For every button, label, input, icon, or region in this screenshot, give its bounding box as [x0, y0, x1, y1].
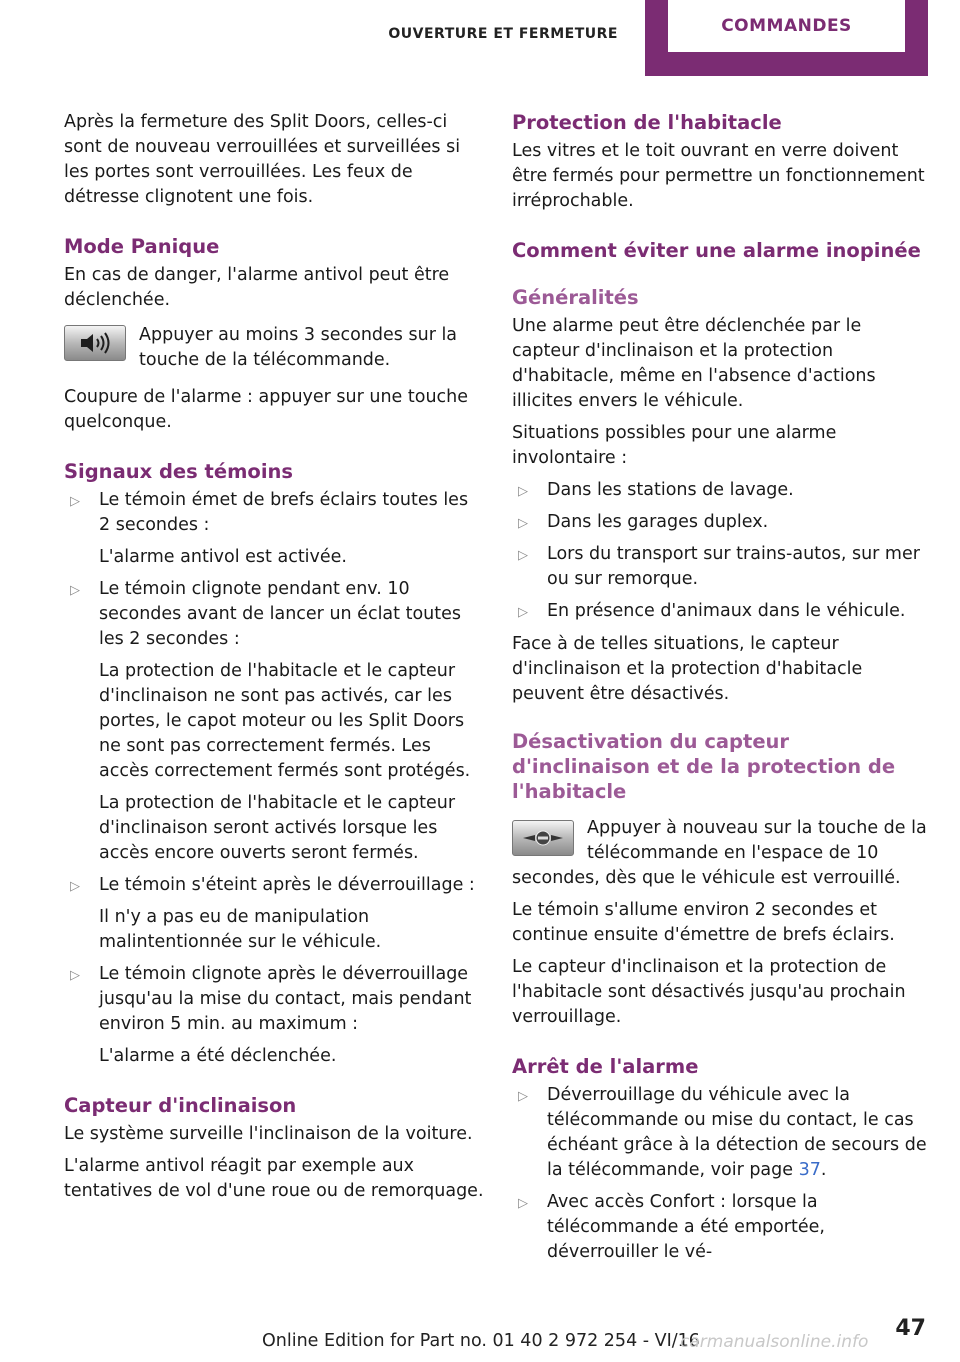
signals-list [64, 488, 484, 1069]
bullet-triangle-icon: ▷ [518, 1196, 528, 1211]
bullet-triangle-icon: ▷ [70, 968, 80, 983]
header-section-title: OUVERTURE ET FERMETURE [388, 26, 618, 42]
bullet-triangle-icon: ▷ [70, 494, 80, 509]
list-item [64, 488, 484, 570]
mini-logo-icon [512, 820, 574, 856]
tilt-sensor-heading: Capteur d'inclinaison [64, 1094, 297, 1117]
bullet-triangle-icon: ▷ [518, 605, 528, 620]
list-item [64, 873, 484, 955]
bullet-triangle-icon: ▷ [518, 516, 528, 531]
watermark: carmanualsonline.info [680, 1332, 869, 1352]
deactivation-instruction [512, 816, 930, 891]
intro-text: Après la fermeture des Split Doors, celles-ci sont de nouveau verrouillées et surveillées si les portes sont verrouillées. Les feux de détresse clignotent une fois. [64, 112, 461, 207]
signal-text: Le témoin émet de brefs éclairs toutes les 2 secondes : [99, 490, 469, 535]
panic-instruction [64, 323, 484, 373]
general-text: Une alarme peut être déclenchée par le capteur d'inclinaison et la protection d'habitacle, même en l'absence d'actions illicites envers le véhicule. [512, 316, 876, 411]
panic-instruction-text: Appuyer au moins 3 secondes sur la touche de la télécommande. [139, 325, 458, 370]
bullet-triangle-icon: ▷ [518, 1089, 528, 1104]
list-item: ▷ Dans les stations de lavage. [512, 478, 930, 503]
list-item: ▷ Avec accès Confort : lorsque la télécommande a été emportée, déverrouiller le vé- [518, 1192, 825, 1262]
header-tab-label: COMMANDES [668, 0, 905, 52]
speaker-sound-icon [64, 325, 126, 361]
stop-alarm-heading: Arrêt de l'alarme [512, 1055, 699, 1078]
interior-protection-heading: Protection de l'habitacle [512, 111, 782, 134]
deactivation-instruction-text: Appuyer à nouveau sur la touche de la télécommande en l'espace de 10 secondes, dès que le véhicule est verrouillé. [512, 818, 927, 888]
signal-text: Le témoin clignote pendant env. 10 secondes avant de lancer un éclat toutes les 2 secondes : [99, 579, 461, 649]
footer-edition: Online Edition for Part no. 01 40 2 972 254 - VI/16 [262, 1331, 700, 1351]
list-item [64, 962, 484, 1069]
situations-list [512, 478, 930, 624]
right-column [512, 110, 930, 1273]
list-item: ▷ En présence d'animaux dans le véhicule. [512, 599, 930, 624]
panic-cancel-text: Coupure de l'alarme : appuyer sur une touche quelconque. [64, 387, 469, 432]
list-item: ▷ Déverrouillage du véhicule avec la télécommande ou mise du contact, le cas échéant grâce à la détection de secours de la télécommande, voir page 37. [518, 1085, 927, 1180]
bullet-triangle-icon: ▷ [518, 548, 528, 563]
signal-note: L'alarme a été déclenchée. [99, 1046, 337, 1066]
bullet-triangle-icon: ▷ [518, 484, 528, 499]
signal-note: La protection de l'habitacle et le capteur d'inclinaison ne sont pas activés, car les portes, le capot moteur ou les Split Doors ne sont pas correctement fermés. Les accès correctement fermés sont protégés. [99, 661, 471, 781]
deactivation-heading: Désactivation du capteur d'inclinaison et de la protection de l'habitacle [512, 730, 896, 803]
stop-alarm-list [512, 1083, 930, 1265]
panic-mode-text: En cas de danger, l'alarme antivol peut être déclenchée. [64, 265, 450, 310]
bullet-triangle-icon: ▷ [70, 583, 80, 598]
list-item: ▷ Lors du transport sur trains-autos, sur mer ou sur remorque. [518, 544, 920, 589]
page-number: 47 [895, 1316, 926, 1341]
signal-note: Il n'y a pas eu de manipulation malintentionnée sur le véhicule. [99, 907, 382, 952]
signal-text: Le témoin s'éteint après le déverrouillage : [99, 875, 475, 895]
list-item [64, 577, 484, 866]
panic-mode-heading: Mode Panique [64, 235, 220, 258]
bullet-triangle-icon: ▷ [70, 879, 80, 894]
signal-text: Le témoin clignote après le déverrouillage jusqu'au la mise du contact, mais pendant environ 5 min. au maximum : [99, 964, 472, 1034]
situations-outro: Face à de telles situations, le capteur d'inclinaison et la protection d'habitacle peuvent être désactivés. [512, 634, 863, 704]
left-column [64, 110, 484, 1211]
interior-protection-text: Les vitres et le toit ouvrant en verre doivent être fermés pour permettre un fonctionnement irréprochable. [512, 141, 925, 211]
signal-note: L'alarme antivol est activée. [99, 547, 347, 567]
signal-note: La protection de l'habitacle et le capteur d'inclinaison seront activés lorsque les accès encore ouverts seront fermés. [99, 793, 456, 863]
header-tab [645, 0, 928, 76]
signals-heading: Signaux des témoins [64, 460, 293, 483]
tilt-sensor-text: L'alarme antivol réagit par exemple aux tentatives de vol d'une roue ou de remorquage. [64, 1156, 484, 1201]
deactivation-text: Le témoin s'allume environ 2 secondes et continue ensuite d'émettre de brefs éclairs. [512, 900, 895, 945]
deactivation-text: Le capteur d'inclinaison et la protection de l'habitacle sont désactivés jusqu'au prochain verrouillage. [512, 957, 906, 1027]
avoid-alarm-heading: Comment éviter une alarme inopinée [512, 239, 921, 262]
list-item: ▷ Dans les garages duplex. [512, 510, 930, 535]
general-heading: Généralités [512, 286, 639, 309]
tilt-sensor-text: Le système surveille l'inclinaison de la voiture. [64, 1124, 473, 1144]
situations-intro: Situations possibles pour une alarme involontaire : [512, 423, 837, 468]
page-link[interactable]: 37 [798, 1160, 821, 1180]
